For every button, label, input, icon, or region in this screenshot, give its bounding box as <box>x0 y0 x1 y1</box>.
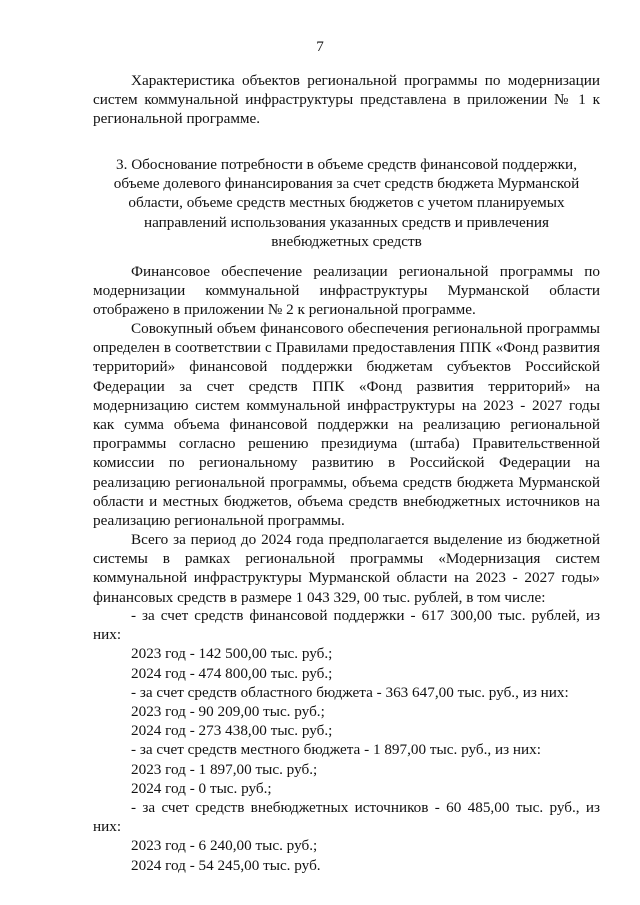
heading-line: внебюджетных средств <box>271 232 422 250</box>
text-line: программы согласно решению президиума (штаба) Правительственной <box>93 435 600 453</box>
text-line: территорий» финансовой поддержки бюджетам субъектов Российской <box>93 358 600 376</box>
text-line: модернизации коммунальной инфраструктуры Мурманской области <box>93 282 600 300</box>
text-line: Совокупный объем финансового обеспечения региональной программы <box>131 320 600 337</box>
list-item: 2024 год - 273 438,00 тыс. руб.; <box>131 722 333 740</box>
list-item: 2023 год - 1 897,00 тыс. руб.; <box>131 760 318 778</box>
list-item: - за счет средств финансовой поддержки - 617 300,00 тыс. рублей, из <box>131 607 600 624</box>
list-item: - за счет средств внебюджетных источников - 60 485,00 тыс. руб., из <box>131 799 600 817</box>
funding-breakdown-list <box>93 606 600 875</box>
text-line: коммунальной инфраструктуры Мурманской области на 2023 - 2027 годы» <box>93 569 600 587</box>
heading-line: 3. Обоснование потребности в объеме средств финансовой поддержки, <box>116 156 577 173</box>
total-volume-paragraph <box>93 319 600 530</box>
list-item: 2023 год - 6 240,00 тыс. руб.; <box>131 837 318 855</box>
text-line: определен в соответствии с Правилами предоставления ППК «Фонд развития <box>93 339 600 357</box>
list-item: 2023 год - 142 500,00 тыс. руб.; <box>131 645 333 663</box>
list-item: 2024 год - 0 тыс. руб.; <box>131 779 272 797</box>
text-line: Всего за период до 2024 года предполагается выделение из бюджетной <box>131 531 600 548</box>
heading-line: области, объеме средств местных бюджетов с учетом планируемых <box>128 194 565 212</box>
text-line: финансовых средств в размере 1 043 329, 00 тыс. рублей, в том числе: <box>93 588 546 606</box>
text-line: Федерации за счет средств ППК «Фонд развития территорий» на <box>93 377 600 395</box>
heading-line: объеме долевого финансирования за счет средств бюджета Мурманской <box>113 175 580 193</box>
list-item: - за счет средств областного бюджета - 363 647,00 тыс. руб., из них: <box>131 683 569 701</box>
list-item: них: <box>93 626 122 644</box>
text-line: Финансовое обеспечение реализации региональной программы по <box>131 263 600 280</box>
finance-paragraph <box>93 262 600 320</box>
text-line: комиссии по региональному развитию в Российской Федерации на <box>93 454 600 472</box>
text-line: систем коммунальной инфраструктуры представлена в приложении № 1 к <box>93 91 600 109</box>
text-line: реализацию региональной программы. <box>93 512 345 530</box>
text-line: системы в рамках региональной программы «Модернизация систем <box>93 550 600 568</box>
page-number: 7 <box>316 38 324 55</box>
list-item: 2024 год - 474 800,00 тыс. руб.; <box>131 664 333 682</box>
section-heading <box>93 155 600 251</box>
heading-line: направлений использования указанных средств и привлечения <box>143 213 550 231</box>
list-item: 2024 год - 54 245,00 тыс. руб. <box>131 856 321 874</box>
list-item: них: <box>93 818 122 836</box>
text-line: модернизацию систем коммунальной инфраструктуры на 2023 - 2027 годы <box>93 396 600 414</box>
list-item: - за счет средств местного бюджета - 1 897,00 тыс. руб., из них: <box>131 741 541 759</box>
period-paragraph <box>93 530 600 607</box>
intro-paragraph <box>93 71 600 129</box>
text-line: отображено в приложении № 2 к региональной программе. <box>93 301 476 319</box>
text-line: реализацию региональной программы, объема средств бюджета Мурманской <box>93 473 600 491</box>
text-line: Характеристика объектов региональной программы по модернизации <box>131 72 600 89</box>
text-line: как сумма объема финансовой поддержки на реализацию региональной <box>93 416 600 434</box>
list-item: 2023 год - 90 209,00 тыс. руб.; <box>131 703 325 721</box>
text-line: региональной программе. <box>93 110 261 128</box>
text-line: области и местных бюджетов, объема средств внебюджетных источников на <box>93 492 600 510</box>
